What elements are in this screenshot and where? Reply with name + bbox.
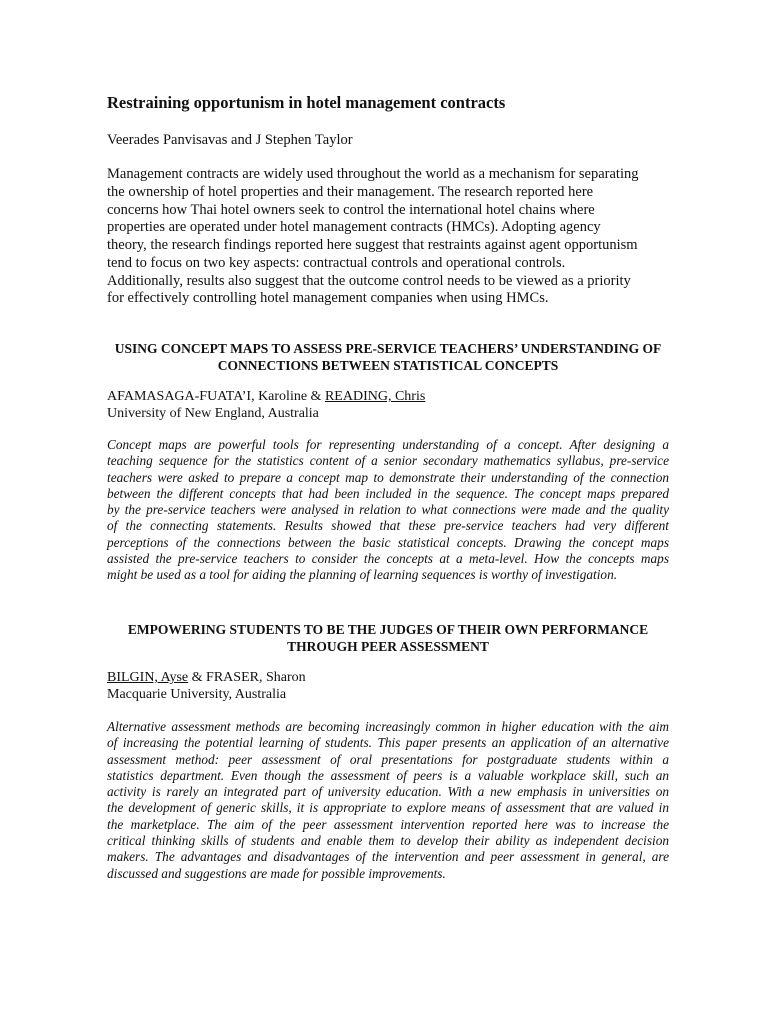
abstract-line: statistics department. Even though the assessment of peers is a valuable workplace skill, such an <box>107 767 669 783</box>
section-authors <box>107 388 669 405</box>
abstract-line: assessment method: peer assessment of oral presentations for postgraduate students within a <box>107 751 669 767</box>
abstract-line: perceptions of the connections between the basic statistical concepts. Drawing the concept maps <box>107 534 669 550</box>
abstract-line: critical thinking skills of students and enable them to develop their ability as independent decision <box>107 833 669 849</box>
abstract-line: concerns how Thai hotel owners seek to control the international hotel chains where <box>107 201 595 218</box>
abstract-line: the marketplace. The aim of the peer assessment intervention reported here was to increase the <box>107 816 669 832</box>
section-abstract <box>107 437 669 584</box>
abstract-line: Management contracts are widely used throughout the world as a mechanism for separating <box>107 166 639 182</box>
paper-abstract <box>107 166 669 308</box>
abstract-line: the development of generic skills, it is appropriate to explore means of assessment that are valued in <box>107 800 669 816</box>
section-affiliation: Macquarie University, Australia <box>107 687 287 702</box>
abstract-line: makers. The advantages and disadvantages of the intervention and peer assessment in general, are <box>107 849 669 865</box>
abstract-line: discussed and suggestions are made for possible improvements. <box>107 865 446 881</box>
abstract-line: of the connecting statements. Results showed that these pre-service teachers had very different <box>107 518 669 534</box>
presenting-author-name: READING, Chris <box>324 389 426 404</box>
abstract-line: properties are operated under hotel management contracts (HMCs). Adopting agency <box>107 219 601 236</box>
presenting-author-name: BILGIN, Ayse <box>107 670 189 685</box>
abstract-line: Concept maps are powerful tools for representing understanding of a concept. After designing a <box>107 437 669 452</box>
abstract-line: of increasing the potential learning of students. This paper presents an application of an alternative <box>107 735 669 751</box>
section-affiliation: University of New England, Australia <box>107 406 319 421</box>
section-abstract <box>107 719 669 882</box>
abstract-line: teaching sequence for the statistics content of a senior secondary mathematics syllabus, pre-service <box>107 453 669 469</box>
heading-line: EMPOWERING STUDENTS TO BE THE JUDGES OF THEIR OWN PERFORMANCE <box>127 622 649 637</box>
heading-line: CONNECTIONS BETWEEN STATISTICAL CONCEPTS <box>217 358 559 373</box>
abstract-line: might be used as a tool for aiding the planning of learning sequences is worthy of investigation. <box>107 567 618 583</box>
heading-line: USING CONCEPT MAPS TO ASSESS PRE-SERVICE TEACHERS’ UNDERSTANDING OF <box>114 341 662 356</box>
section-heading <box>107 340 669 374</box>
heading-line: THROUGH PEER ASSESSMENT <box>287 639 489 654</box>
abstract-line: Additionally, results also suggest that the outcome control needs to be viewed as a priority <box>107 272 631 289</box>
abstract-line: activity is rarely an integrated part of university education. With a new emphasis in universities on <box>107 784 669 800</box>
paper-authors: Veerades Panvisavas and J Stephen Taylor <box>107 132 353 148</box>
abstract-line: tend to focus on two key aspects: contractual controls and operational controls. <box>107 254 566 271</box>
section-authors <box>107 669 669 686</box>
author-name: & FRASER, Sharon <box>188 670 306 685</box>
abstract-line: Alternative assessment methods are becoming increasingly common in higher education with the aim <box>107 719 669 734</box>
abstract-line: teachers were asked to prepare a concept map to demonstrate their understanding of the connection <box>107 469 669 485</box>
author-name: AFAMASAGA-FUATA’I, Karoline & <box>107 389 325 404</box>
paper-title: Restraining opportunism in hotel management contracts <box>107 93 506 112</box>
abstract-line: theory, the research findings reported here suggest that restraints against agent opportunism <box>107 237 638 253</box>
section-heading <box>107 621 669 655</box>
abstract-line: assisted the pre-service teachers to consider the concepts at a meta-level. How the concepts maps <box>107 551 669 567</box>
abstract-line: the ownership of hotel properties and their management. The research reported here <box>107 183 594 200</box>
abstract-line: between the different concepts that had been included in the sequence. The concept maps prepared <box>107 485 669 501</box>
abstract-line: for effectively controlling hotel management companies when using HMCs. <box>107 290 549 307</box>
abstract-line: by the pre-service teachers were analysed in relation to what connections were made and the quality <box>107 502 669 518</box>
